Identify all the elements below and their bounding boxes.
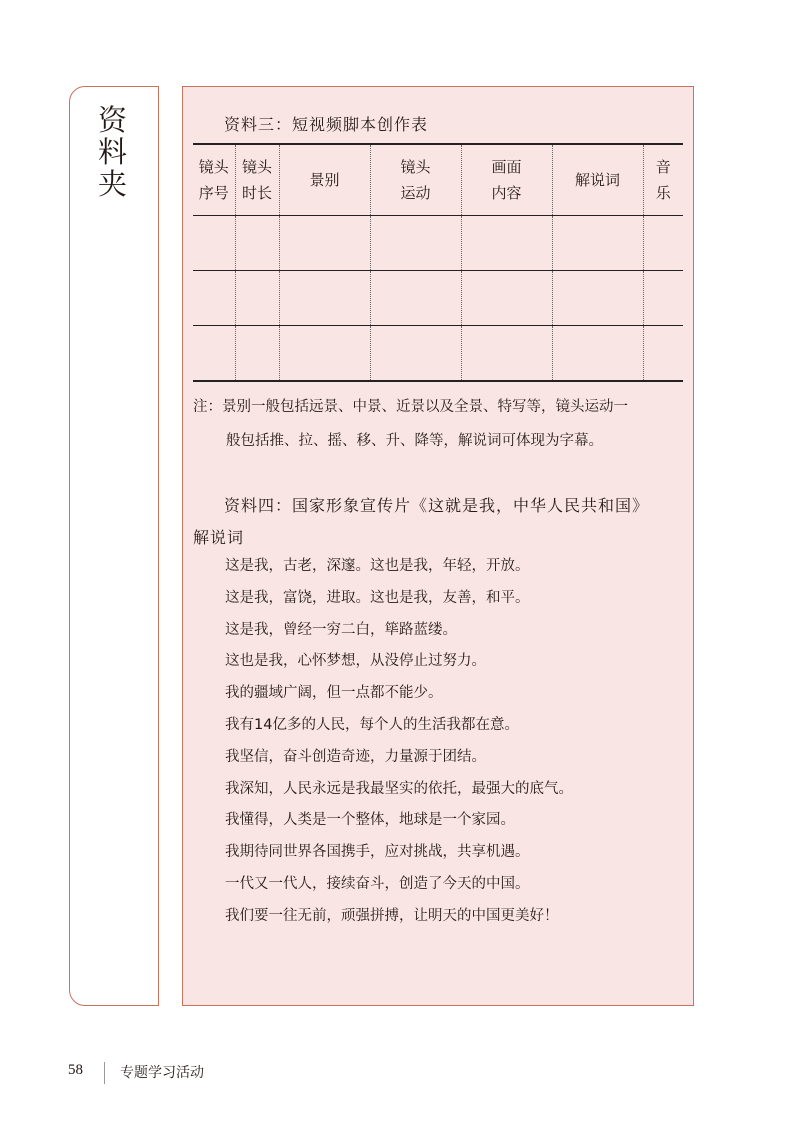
footer-section-name: 专题学习活动 — [120, 1065, 204, 1081]
sidebar-frame — [69, 86, 159, 1006]
narration-line: 这也是我，心怀梦想，从没停止过努力。 — [225, 653, 486, 670]
section4-heading: 资料四：国家形象宣传片《这就是我，中华人民共和国》 — [224, 496, 650, 515]
section4-heading-cont: 解说词 — [193, 528, 245, 547]
narration-line: 我有14亿多的人民，每个人的生活我都在意。 — [225, 716, 519, 733]
table-cell — [552, 216, 643, 271]
narration-line: 我期待同世界各国携手，应对挑战，共享机遇。 — [225, 844, 530, 861]
table-cell — [643, 326, 683, 382]
table-cell — [193, 271, 235, 326]
table-header-row — [193, 144, 683, 216]
narration-line: 一代又一代人，接续奋斗，创造了今天的中国。 — [225, 875, 530, 892]
note-line-1: 景别一般包括远景、中景、近景以及全景、特写等，镜头运动一 — [222, 399, 628, 415]
table-cell — [235, 326, 279, 382]
narration-line: 我深知，人民永远是我最坚实的依托，最强大的底气。 — [225, 780, 573, 797]
table-cell — [279, 326, 370, 382]
table-cell — [193, 326, 235, 382]
table-row — [193, 271, 683, 326]
table-cell — [235, 271, 279, 326]
section3-heading: 资料三：短视频脚本创作表 — [224, 115, 429, 134]
table-cell — [552, 271, 643, 326]
header-narration: 解说词 — [552, 144, 643, 216]
narration-text — [225, 551, 685, 933]
footer-divider — [104, 1062, 105, 1084]
narration-line: 我懂得，人类是一个整体，地球是一个家园。 — [225, 812, 515, 829]
header-shot-number: 镜头 序号 — [193, 144, 235, 216]
table-cell — [461, 271, 552, 326]
header-frame-content: 画面 内容 — [461, 144, 552, 216]
table-cell — [370, 326, 461, 382]
table-cell — [370, 271, 461, 326]
header-shot-size: 景别 — [279, 144, 370, 216]
header-shot-duration: 镜头 时长 — [235, 144, 279, 216]
narration-line: 这是我，曾经一穷二白，筚路蓝缕。 — [225, 621, 457, 638]
note-line-2: 般包括推、拉、摇、移、升、降等，解说词可体现为字幕。 — [226, 433, 603, 449]
table-cell — [193, 216, 235, 271]
table-note — [193, 390, 688, 458]
table-cell — [235, 216, 279, 271]
table-cell — [461, 216, 552, 271]
table-cell — [279, 271, 370, 326]
table-cell — [370, 216, 461, 271]
header-music: 音 乐 — [643, 144, 683, 216]
page-number: 58 — [68, 1062, 83, 1078]
script-table — [193, 143, 683, 382]
narration-line: 这是我，富饶，进取。这也是我，友善，和平。 — [225, 589, 530, 606]
sidebar-title: 资料夹 — [98, 103, 128, 201]
narration-line: 我坚信，奋斗创造奇迹，力量源于团结。 — [225, 748, 486, 765]
narration-line: 这是我，古老，深邃。这也是我，年轻，开放。 — [225, 558, 530, 574]
table-cell — [643, 271, 683, 326]
table-cell — [552, 326, 643, 382]
header-camera-movement: 镜头 运动 — [370, 144, 461, 216]
table-cell — [279, 216, 370, 271]
table-row — [193, 326, 683, 382]
table-cell — [461, 326, 552, 382]
narration-line: 我们要一往无前，顽强拼搏，让明天的中国更美好！ — [225, 907, 559, 924]
table-cell — [643, 216, 683, 271]
narration-line: 我的疆域广阔，但一点都不能少。 — [225, 685, 443, 702]
note-prefix: 注： — [193, 399, 222, 415]
table-row — [193, 216, 683, 271]
